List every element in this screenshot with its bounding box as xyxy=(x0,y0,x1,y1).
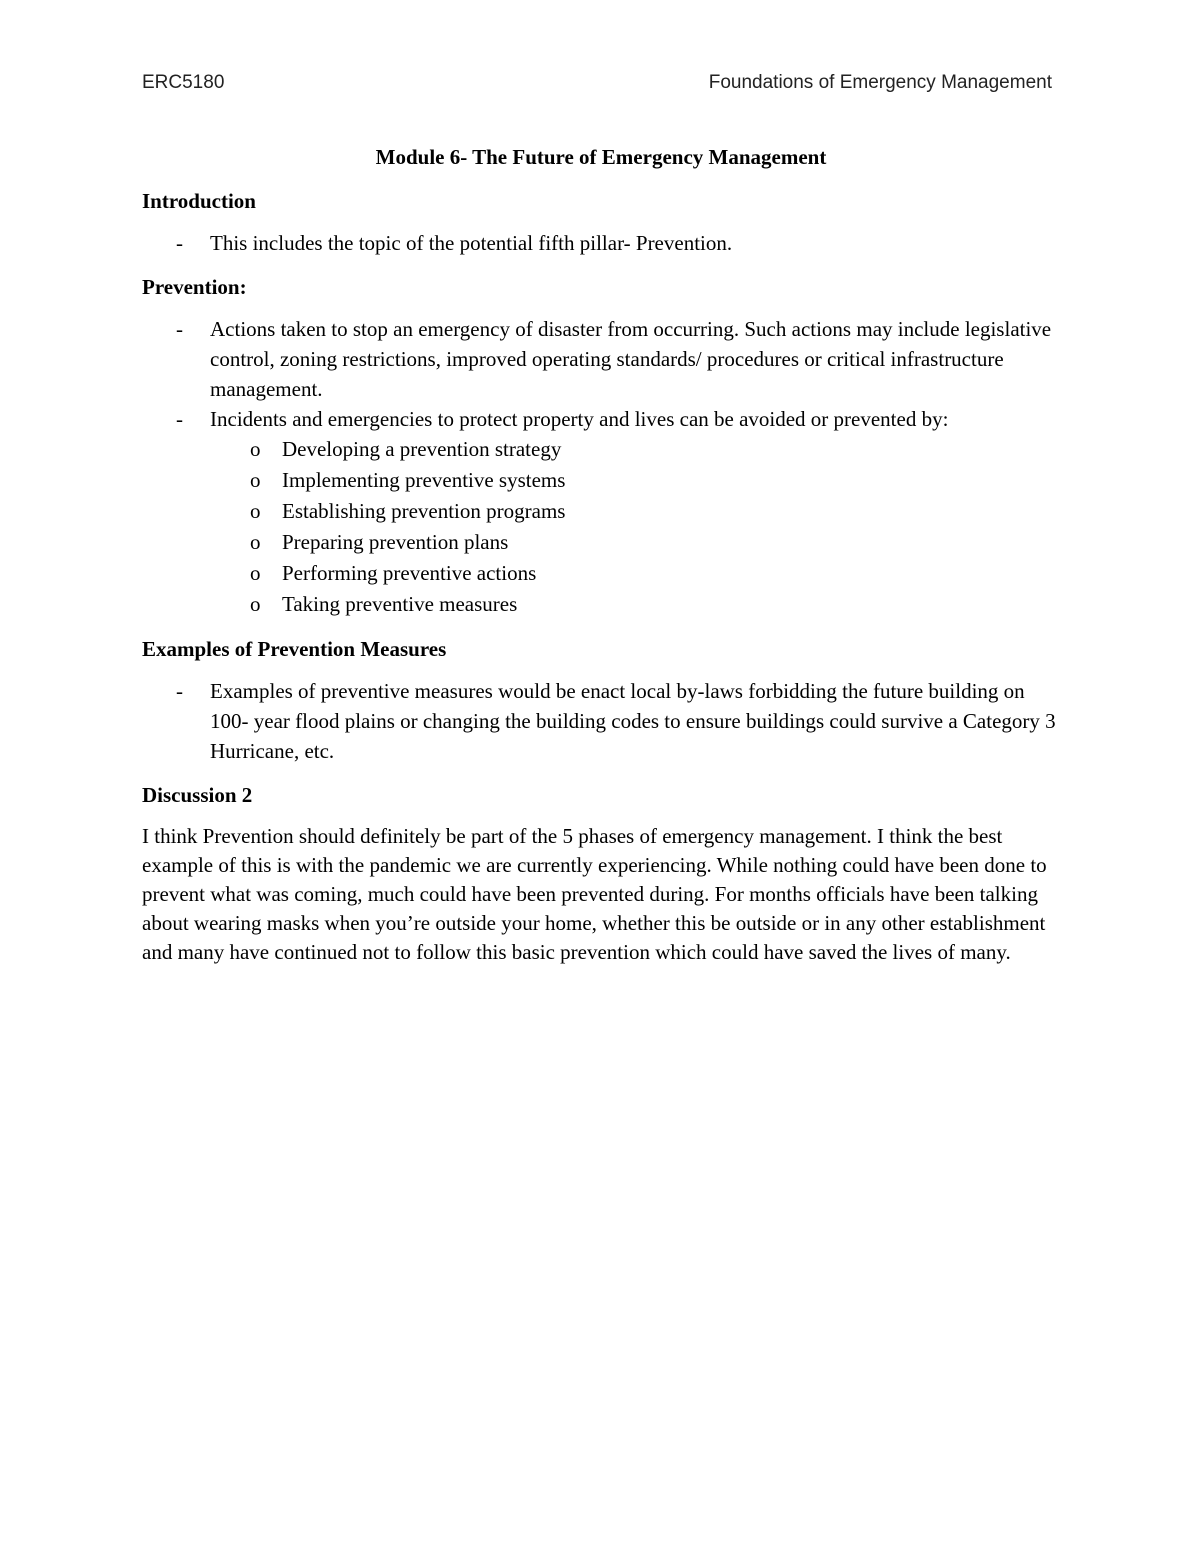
bullet-marker: o xyxy=(250,530,261,554)
document-body xyxy=(142,142,1060,967)
dash-marker: - xyxy=(176,407,183,431)
page-title: Module 6- The Future of Emergency Management xyxy=(375,145,827,169)
examples-list xyxy=(142,676,1060,766)
sub-list-item-text: Performing preventive actions xyxy=(282,561,537,585)
heading-examples: Examples of Prevention Measures xyxy=(142,637,447,661)
sub-list-item-text: Implementing preventive systems xyxy=(282,468,566,492)
course-title: Foundations of Emergency Management xyxy=(708,72,1052,93)
sub-list-item xyxy=(142,434,1060,465)
heading-prevention: Prevention: xyxy=(142,275,247,299)
sub-list-item xyxy=(142,589,1060,620)
sub-list-item xyxy=(142,496,1060,527)
course-code: ERC5180 xyxy=(142,72,225,93)
bullet-marker: o xyxy=(250,592,261,616)
introduction-list xyxy=(142,228,1060,258)
dash-marker: - xyxy=(176,679,183,703)
list-item-text: Incidents and emergencies to protect property and lives can be avoided or prevented by: xyxy=(210,407,949,431)
heading-introduction: Introduction xyxy=(142,189,256,213)
heading-discussion: Discussion 2 xyxy=(142,783,253,807)
list-item xyxy=(142,404,1060,620)
list-item xyxy=(142,676,1060,766)
bullet-marker: o xyxy=(250,468,261,492)
dash-marker: - xyxy=(176,231,183,255)
sub-list-item xyxy=(142,527,1060,558)
sub-list-item xyxy=(142,558,1060,589)
sub-list-item xyxy=(142,465,1060,496)
list-item xyxy=(142,228,1060,258)
sub-list-item-text: Taking preventive measures xyxy=(282,592,518,616)
dash-marker: - xyxy=(176,317,183,341)
bullet-marker: o xyxy=(250,437,261,461)
sub-list-item-text: Establishing prevention programs xyxy=(282,499,566,523)
bullet-marker: o xyxy=(250,561,261,585)
discussion-paragraph: I think Prevention should definitely be part of the 5 phases of emergency management. I think the best example of this is with the pandemic we are currently experiencing. While nothing could have been done to prevent what was coming, much could have been prevented during. For months officials have been talking about wearing masks when you’re outside your home, whether this be outside or in any other establishment and many have continued not to follow this basic prevention which could have saved the lives of many. xyxy=(142,824,1047,964)
list-item-text: Examples of preventive measures would be enact local by-laws forbidding the future building on 100- year flood plains or changing the building codes to ensure buildings could survive a Category 3 Hurricane, etc. xyxy=(210,679,1056,763)
prevention-list xyxy=(142,314,1060,620)
bullet-marker: o xyxy=(250,499,261,523)
sub-list-item-text: Preparing prevention plans xyxy=(282,530,509,554)
page-header xyxy=(142,72,1052,94)
prevention-sub-list xyxy=(142,434,1060,620)
list-item-text: Actions taken to stop an emergency of disaster from occurring. Such actions may include legislative control, zoning restrictions, improved operating standards/ procedures or critical infrastructure management. xyxy=(210,317,1052,401)
sub-list-item-text: Developing a prevention strategy xyxy=(282,437,562,461)
list-item-text: This includes the topic of the potential fifth pillar- Prevention. xyxy=(210,231,733,255)
list-item xyxy=(142,314,1060,404)
